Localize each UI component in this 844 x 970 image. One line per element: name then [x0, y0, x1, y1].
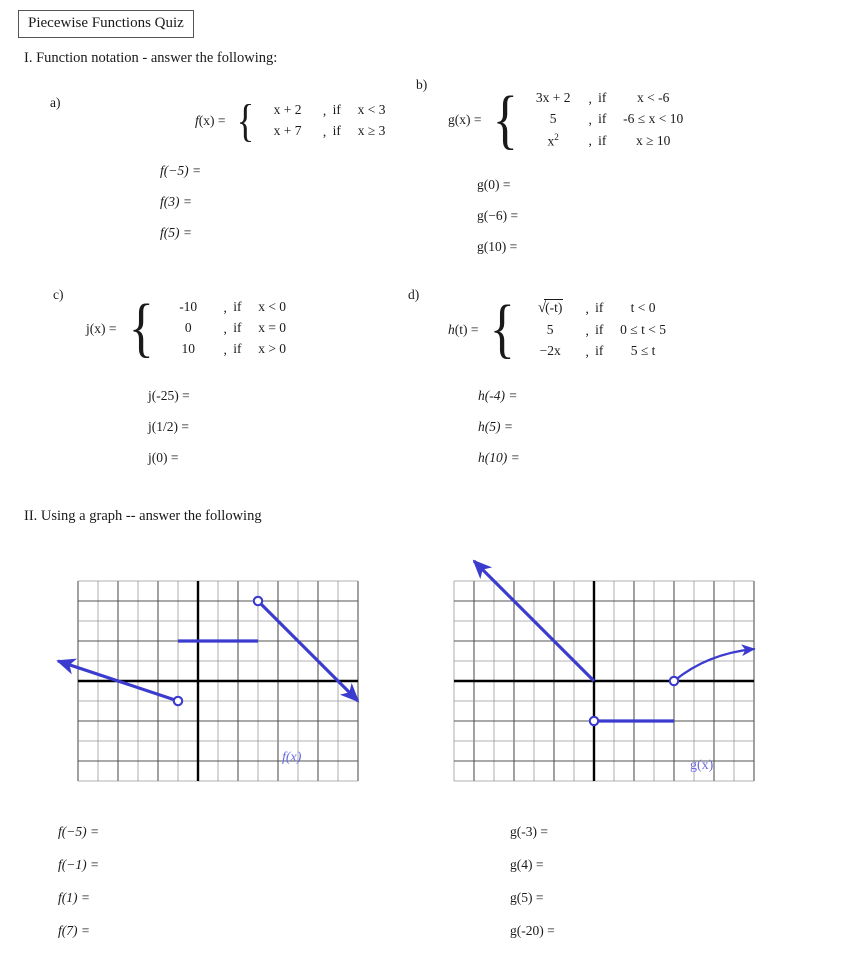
eval-list-a	[160, 163, 201, 256]
axes-g	[454, 581, 754, 781]
answer-item[interactable]: g(5) =	[510, 890, 544, 905]
case-row	[162, 318, 286, 339]
function-name-a: f(x) =	[195, 113, 226, 128]
answer-item[interactable]: g(-20) =	[510, 923, 555, 938]
case-row	[524, 341, 666, 362]
case-condition: x < -6	[637, 90, 670, 105]
eval-item[interactable]: g(10) =	[477, 239, 518, 254]
case-row	[527, 109, 683, 130]
problem-letter-b: b)	[416, 77, 428, 92]
case-row	[162, 297, 286, 318]
square-root-icon: √(-t)	[537, 300, 563, 316]
eval-item[interactable]: h(10) =	[478, 450, 520, 465]
answer-item[interactable]: g(4) =	[510, 857, 544, 872]
eval-item[interactable]: g(−6) =	[477, 208, 519, 223]
section-heading-1: I. Function notation - answer the following:	[24, 50, 278, 66]
graph-g-svg	[434, 546, 759, 796]
case-expression: 10	[181, 341, 195, 356]
case-row	[162, 339, 286, 360]
case-comma: ,	[588, 133, 592, 149]
graph-g	[434, 546, 759, 801]
case-comma: ,	[588, 90, 592, 106]
cases-c	[162, 297, 286, 360]
case-expression: 5	[549, 111, 557, 126]
case-expression: -10	[179, 299, 198, 314]
eval-item[interactable]: h(-4) =	[478, 388, 518, 403]
eval-list-c	[148, 388, 190, 481]
graph-f-svg	[38, 546, 363, 796]
eval-list-b	[477, 177, 518, 270]
case-if: if	[332, 123, 341, 138]
case-condition: t < 0	[630, 300, 656, 315]
left-brace-d: {	[490, 292, 516, 366]
eval-list-d	[478, 388, 520, 481]
case-row	[527, 88, 683, 109]
case-expression: 3x + 2	[535, 90, 571, 105]
case-expression: x + 7	[273, 123, 302, 138]
case-condition: x > 0	[258, 341, 287, 356]
case-row	[262, 121, 386, 142]
case-expression: 0	[184, 320, 192, 335]
curve-f	[58, 597, 358, 705]
case-expression: 5	[546, 322, 554, 337]
case-condition: x < 0	[258, 299, 287, 314]
section-heading-2: II. Using a graph -- answer the following	[24, 508, 262, 524]
piecewise-definition-c	[86, 291, 287, 365]
case-row	[524, 297, 666, 320]
case-row	[524, 320, 666, 341]
case-comma: ,	[223, 299, 227, 315]
problem-letter-a: a)	[50, 95, 61, 110]
case-if: if	[598, 132, 607, 148]
answer-item[interactable]: f(−1) =	[58, 857, 100, 872]
case-condition: x ≥ 3	[357, 123, 386, 138]
cases-d	[524, 297, 666, 362]
eval-item[interactable]: h(5) =	[478, 419, 513, 434]
eval-item[interactable]: f(5) =	[160, 225, 192, 240]
case-condition: -6 ≤ x < 10	[623, 111, 684, 126]
cases-b	[527, 88, 683, 153]
case-if: if	[233, 320, 242, 335]
eval-item[interactable]: j(-25) =	[148, 388, 190, 403]
case-if: if	[332, 102, 341, 117]
eval-item[interactable]: g(0) =	[477, 177, 511, 192]
case-if: if	[595, 300, 604, 315]
answer-list-g	[510, 824, 555, 956]
case-comma: ,	[322, 123, 327, 139]
answer-item[interactable]: f(1) =	[58, 890, 90, 905]
case-if: if	[598, 111, 607, 126]
case-condition: 0 ≤ t < 5	[620, 322, 666, 337]
case-expression: $x^2$	[547, 132, 559, 149]
left-brace-b: {	[493, 82, 519, 156]
function-name-d: h(t) =	[448, 321, 479, 337]
case-comma: ,	[223, 341, 227, 357]
case-expression-radical	[524, 297, 579, 320]
function-name-c: j(x) =	[86, 320, 117, 336]
piecewise-definition-a	[195, 95, 386, 147]
case-if: if	[233, 299, 242, 314]
case-comma: ,	[585, 300, 589, 316]
case-comma: ,	[585, 343, 589, 359]
graph-label-f: f(x)	[282, 750, 302, 765]
graph-label-g: g(x)	[690, 758, 714, 773]
case-comma: ,	[588, 111, 592, 127]
answer-item[interactable]: f(7) =	[58, 923, 90, 938]
graph-f	[38, 546, 363, 801]
left-brace-a: {	[236, 95, 254, 147]
case-comma: ,	[223, 320, 227, 336]
function-name-b: g(x) =	[448, 112, 482, 128]
answer-item[interactable]: f(−5) =	[58, 824, 100, 839]
case-condition: x = 0	[258, 320, 287, 335]
eval-item[interactable]: j(0) =	[148, 450, 179, 465]
case-if: if	[233, 341, 242, 356]
case-comma: ,	[322, 102, 327, 118]
piecewise-definition-b	[448, 82, 684, 156]
case-if: if	[595, 322, 604, 337]
case-condition: x < 3	[357, 102, 386, 117]
left-brace-c: {	[128, 291, 154, 365]
problem-letter-c: c)	[53, 287, 64, 302]
problem-letter-d: d)	[408, 287, 420, 302]
piecewise-definition-d	[448, 292, 666, 366]
case-row	[527, 130, 683, 153]
cases-a	[262, 100, 386, 142]
eval-item[interactable]: f(3) =	[160, 194, 192, 209]
case-if: if	[595, 343, 604, 358]
case-row	[262, 100, 386, 121]
page-title: Piecewise Functions Quiz	[18, 10, 194, 38]
case-comma: ,	[585, 322, 589, 338]
case-if: if	[598, 90, 607, 105]
eval-item[interactable]: j(1/2) =	[148, 419, 189, 434]
eval-item[interactable]: f(−5) =	[160, 163, 202, 178]
case-condition: 5 ≤ t	[630, 343, 656, 358]
answer-item[interactable]: g(-3) =	[510, 824, 548, 839]
case-expression: x + 2	[273, 102, 302, 117]
case-condition: x ≥ 10	[635, 132, 671, 148]
case-expression: −2x	[539, 343, 561, 358]
answer-list-f	[58, 824, 99, 956]
